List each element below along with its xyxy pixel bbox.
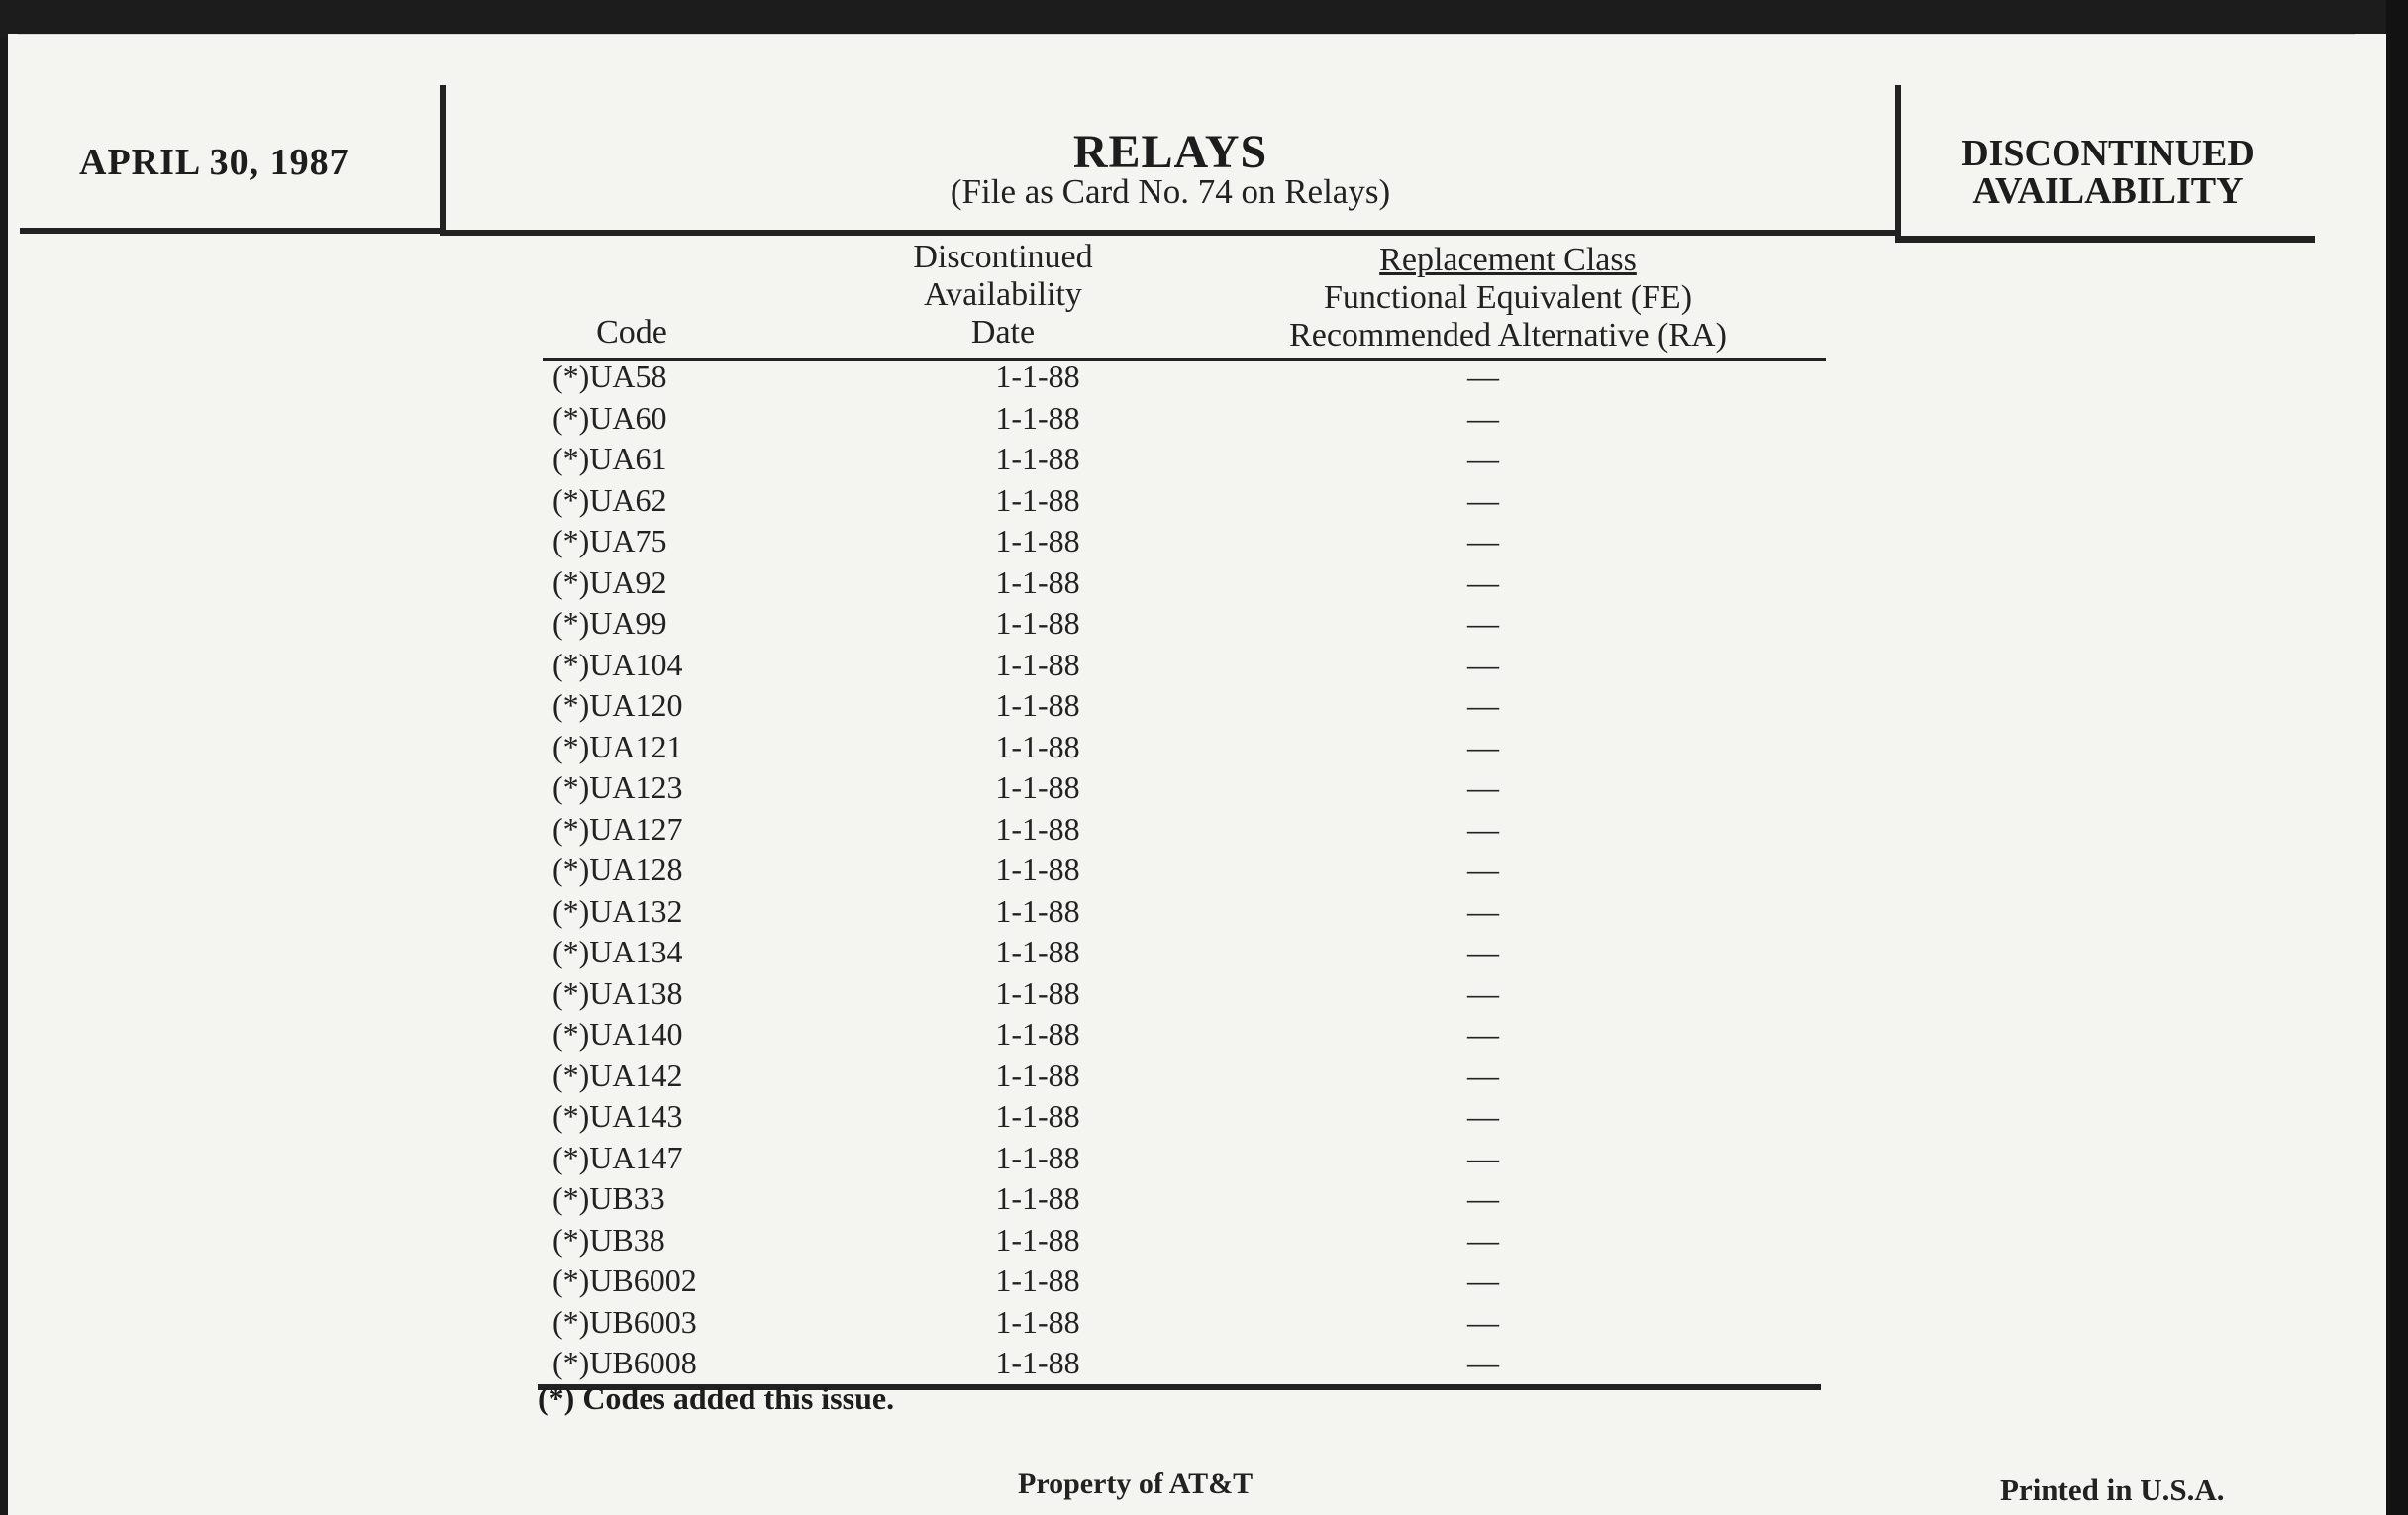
scan-top-border (0, 0, 2408, 38)
document-card (8, 34, 2386, 1515)
row-date: 1-1-88 (995, 687, 1080, 723)
row-date: 1-1-88 (995, 934, 1080, 969)
date-header-line-1: Discontinued (913, 239, 1093, 275)
row-date: 1-1-88 (995, 1139, 1080, 1175)
row-replacement: — (1467, 1345, 1499, 1380)
row-code: (*)UA128 (552, 852, 683, 887)
row-code: (*)UA140 (552, 1016, 683, 1052)
row-date: 1-1-88 (995, 646, 1080, 682)
row-code: (*)UB38 (552, 1221, 665, 1258)
row-code: (*)UA123 (552, 769, 683, 805)
table-row (543, 727, 1826, 768)
table-row (543, 809, 1826, 851)
row-date: 1-1-88 (995, 605, 1080, 641)
row-replacement: — (1467, 728, 1499, 764)
row-date: 1-1-88 (995, 810, 1080, 847)
row-code: (*)UA143 (552, 1098, 683, 1134)
row-replacement: — (1467, 852, 1499, 887)
row-date: 1-1-88 (995, 1180, 1080, 1216)
row-replacement: — (1467, 399, 1499, 436)
row-code: (*)UA75 (552, 523, 667, 558)
row-date: 1-1-88 (995, 441, 1080, 476)
row-code: (*)UA147 (552, 1139, 683, 1175)
row-date: 1-1-88 (995, 892, 1080, 929)
row-date: 1-1-88 (995, 1057, 1080, 1093)
badge-line-2: AVAILABILITY (1972, 170, 2244, 212)
header-rule-left (20, 228, 446, 234)
row-date: 1-1-88 (995, 1016, 1080, 1052)
table-row (543, 562, 1826, 604)
row-code: (*)UB33 (552, 1180, 665, 1216)
row-code: (*)UA62 (552, 481, 667, 518)
row-date: 1-1-88 (995, 974, 1080, 1011)
table-row (543, 603, 1826, 645)
row-code: (*)UA104 (552, 646, 683, 682)
row-code: (*)UB6003 (552, 1303, 697, 1340)
table-row (543, 1178, 1826, 1220)
row-replacement: — (1467, 1057, 1499, 1093)
row-code: (*)UA60 (552, 399, 667, 436)
row-date: 1-1-88 (995, 852, 1080, 887)
row-date: 1-1-88 (995, 1262, 1080, 1298)
row-code: (*)UA142 (552, 1057, 683, 1093)
column-header-date (859, 239, 1147, 352)
table-row (543, 521, 1826, 562)
table-row (543, 850, 1826, 891)
replacement-header-line-1: Replacement Class (1379, 242, 1637, 278)
row-replacement: — (1467, 892, 1499, 929)
table-row (543, 439, 1826, 480)
replacement-header-line-3: Recommended Alternative (RA) (1289, 317, 1727, 354)
row-code: (*)UA120 (552, 687, 683, 723)
page-title: RELAYS (1072, 126, 1268, 178)
row-replacement: — (1467, 481, 1499, 518)
table-row (543, 891, 1826, 933)
row-date: 1-1-88 (995, 769, 1080, 805)
table-row (543, 932, 1826, 973)
table-row (543, 480, 1826, 522)
footnote: (*) Codes added this issue. (538, 1380, 895, 1416)
row-replacement: — (1467, 1221, 1499, 1258)
table-row (543, 1138, 1826, 1179)
row-replacement: — (1467, 810, 1499, 847)
table-row (543, 1056, 1826, 1097)
table-row (543, 1261, 1826, 1302)
table-body (543, 356, 1826, 1384)
row-date: 1-1-88 (995, 728, 1080, 764)
header-rule-right (1895, 236, 2315, 243)
row-code: (*)UB6002 (552, 1262, 697, 1298)
status-badge (1901, 135, 2315, 210)
property-notice: Property of AT&T (1018, 1467, 1254, 1500)
row-replacement: — (1467, 1262, 1499, 1298)
table-row (543, 1343, 1826, 1384)
printed-notice: Printed in U.S.A. (2000, 1472, 2225, 1507)
row-replacement: — (1467, 1180, 1499, 1216)
table-row (543, 1220, 1826, 1262)
row-replacement: — (1467, 523, 1499, 558)
replacement-header-line-2: Functional Equivalent (FE) (1323, 279, 1693, 316)
row-replacement: — (1467, 934, 1499, 969)
row-replacement: — (1467, 1098, 1499, 1134)
row-date: 1-1-88 (995, 563, 1080, 600)
table-row (543, 645, 1826, 686)
row-code: (*)UA58 (552, 358, 667, 394)
row-replacement: — (1467, 1016, 1499, 1052)
row-replacement: — (1467, 769, 1499, 805)
row-replacement: — (1467, 1139, 1499, 1175)
row-code: (*)UA92 (552, 563, 667, 600)
row-replacement: — (1467, 974, 1499, 1011)
scan-right-border (2386, 0, 2408, 1515)
table-row (543, 973, 1826, 1015)
header-rule-center (440, 230, 1901, 236)
row-replacement: — (1467, 646, 1499, 682)
row-date: 1-1-88 (995, 523, 1080, 558)
row-replacement: — (1467, 1303, 1499, 1340)
badge-line-1: DISCONTINUED (1961, 133, 2255, 174)
table-row (543, 685, 1826, 727)
date-header-line-3: Date (970, 314, 1036, 351)
table-row (543, 1014, 1826, 1056)
row-date: 1-1-88 (995, 358, 1080, 394)
row-code: (*)UA134 (552, 934, 683, 969)
issue-date: APRIL 30, 1987 (79, 142, 350, 183)
row-code: (*)UA121 (552, 728, 683, 764)
row-date: 1-1-88 (995, 1303, 1080, 1340)
row-replacement: — (1467, 563, 1499, 600)
table-row (543, 1302, 1826, 1344)
column-header-replacement (1216, 242, 1800, 354)
table-row (543, 767, 1826, 809)
row-date: 1-1-88 (995, 1221, 1080, 1258)
row-replacement: — (1467, 605, 1499, 641)
row-code: (*)UA127 (552, 810, 683, 847)
column-header-code: Code (596, 314, 667, 351)
row-code: (*)UA61 (552, 441, 667, 476)
row-code: (*)UA132 (552, 892, 683, 929)
table-row (543, 398, 1826, 440)
row-replacement: — (1467, 358, 1499, 394)
row-code: (*)UA99 (552, 605, 667, 641)
date-header-line-2: Availability (924, 276, 1082, 313)
row-date: 1-1-88 (995, 481, 1080, 518)
table-row (543, 1096, 1826, 1138)
row-replacement: — (1467, 687, 1499, 723)
row-date: 1-1-88 (995, 399, 1080, 436)
row-replacement: — (1467, 441, 1499, 476)
row-code: (*)UA138 (552, 974, 683, 1011)
row-date: 1-1-88 (995, 1345, 1080, 1380)
table-row (543, 356, 1826, 398)
page-subtitle: (File as Card No. 74 on Relays) (950, 172, 1391, 211)
row-code: (*)UB6008 (552, 1345, 697, 1380)
row-date: 1-1-88 (995, 1098, 1080, 1134)
